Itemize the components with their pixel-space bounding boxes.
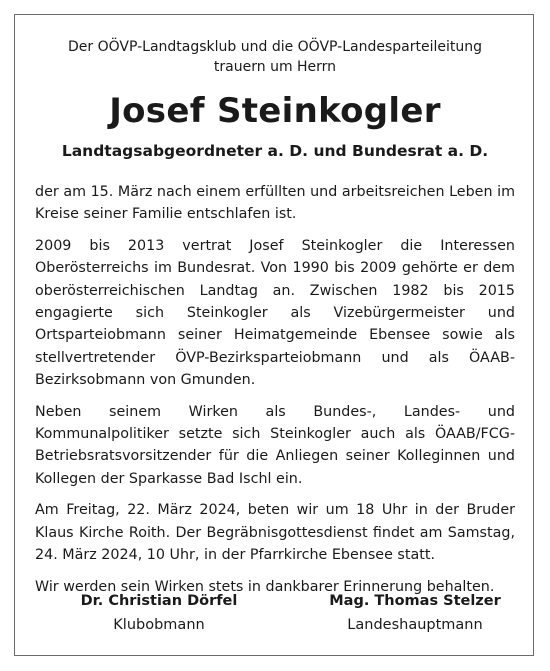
deceased-title: Landtagsabgeordneter a. D. und Bundesrat a. D. bbox=[61, 142, 489, 160]
obituary-body bbox=[35, 181, 515, 607]
paragraph-passing: der am 15. März nach einem erfüllten und arbeitsreichen Leben im Kreise seiner Familie entschlafen ist. bbox=[35, 184, 515, 223]
paragraph-remembrance: Wir werden sein Wirken stets in dankbarer Erinnerung behalten. bbox=[35, 578, 495, 595]
intro-text bbox=[15, 37, 535, 77]
paragraph-career: 2009 bis 2013 vertrat Josef Steinkogler die Interessen Oberösterreichs im Bundesrat. Von 1990 bis 2009 gehörte er dem oberösterreichischen Landtag an. Zwischen 1982 bis 2015 engagierte sich Steinkogler als Vizebürgermeister und Ortsparteiobmann seiner Heimatgemeinde Ebensee sowie als stellvertretender ÖVP-Bezirksparteiobmann und als ÖAAB-Bezirksobmann von Gmunden. bbox=[35, 237, 515, 389]
obituary-notice bbox=[14, 14, 534, 656]
intro-line-2: trauern um Herrn bbox=[213, 59, 337, 75]
signature-role: Landeshauptmann bbox=[347, 617, 483, 633]
intro-line-1: Der OÖVP-Landtagsklub und die OÖVP-Landesparteileitung bbox=[67, 39, 482, 55]
paragraph-funeral: Am Freitag, 22. März 2024, beten wir um 18 Uhr in der Bruder Klaus Kirche Roith. Der Begräbnisgottesdienst findet am Samstag, 24. März 2024, 10 Uhr, in der Pfarrkirche Ebensee statt. bbox=[35, 502, 515, 564]
signature-name: Mag. Thomas Stelzer bbox=[329, 593, 501, 609]
signature-left bbox=[59, 591, 259, 636]
signature-right bbox=[315, 591, 515, 636]
signature-name: Dr. Christian Dörfel bbox=[80, 593, 238, 609]
deceased-name: Josef Steinkogler bbox=[109, 91, 441, 131]
paragraph-engagement: Neben seinem Wirken als Bundes-, Landes- und Kommunalpolitiker setzte sich Steinkogler auch als ÖAAB/FCG-Betriebsratsvorsitzender für die Anliegen seiner Kolleginnen und Kollegen der Sparkasse Bad Ischl ein. bbox=[35, 403, 515, 487]
signature-role: Klubobmann bbox=[113, 617, 205, 633]
